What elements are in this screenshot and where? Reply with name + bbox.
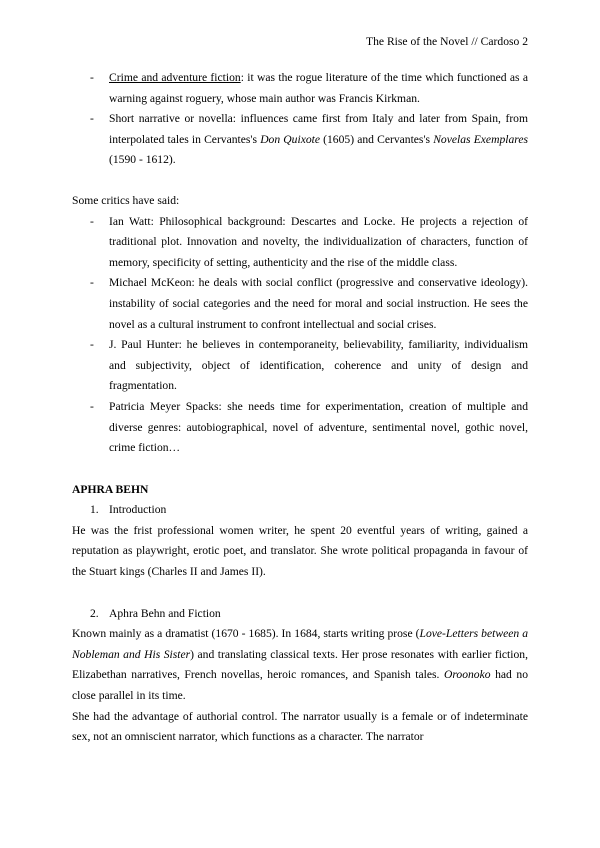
list-item [72,397,528,459]
list-item-text: Patricia Meyer Spacks: she needs time for experimentation, creation of multiple and diverse genres: autobiographical, novel of adventure, sentimental novel, gothic novel, crime fiction… [109,399,528,455]
running-header: The Rise of the Novel // Cardoso 2 [366,35,528,48]
work-title: Oroonoko [443,668,491,682]
paragraph-text: had no close parallel in its time. [72,668,528,703]
paragraph-text: Known mainly as a dramatist (1670 - 1685). In 1684, starts writing prose ( [72,627,420,641]
list-item [72,68,528,109]
list-item-text: Michael McKeon: he deals with social conflict (progressive and conservative ideology). instability of social categories and the need for moral and social instruction. He sees the novel as a cultural instrument to confront intellectual and social crises. [109,276,528,331]
work-title: Love-Letters between a Nobleman and His Sister [72,627,529,661]
paragraph: He was the frist professional women writer, he spent 20 eventful years of writing, gained a reputation as playwright, erotic poet, and translator. She wrote political propaganda in favour of the Stuart kings (Charles II and James II). [72,523,528,579]
bullet-dash: - [90,214,94,228]
list-item-text: : it was the rogue literature of the time which functioned as a warning against roguery, whose main author was Francis Kirkman. [109,71,528,105]
subsection-heading [72,604,528,625]
list-item [72,109,528,171]
subsection-title: Introduction [109,503,167,517]
page-body [72,68,528,748]
paragraph [72,624,528,706]
paragraph: She had the advantage of authorial control. The narrator usually is a female or of indeterminate sex, not an omniscient narrator, which functions as a character. The narrator [72,709,528,744]
underlined-term: Crime and adventure fiction [109,71,241,84]
subsection-number: 2. [90,606,99,620]
subsection-number: 1. [90,503,99,517]
critics-intro: Some critics have said: [72,193,180,207]
list-item-text: Ian Watt: Philosophical background: Descartes and Locke. He projects a rejection of traditional plot. Innovation and novelty, the individualization of characters, function of memory, specificity of setting, authenticity and the rise of the middle class. [109,214,528,269]
list-item-text: J. Paul Hunter: he believes in contemporaneity, believability, familiarity, individualism and subjectivity, object of identification, coherence and unity of design and fragmentation. [109,338,528,393]
list-item-text: (1590 - 1612). [109,153,176,167]
work-title: Don Quixote [260,132,320,146]
intro-bullet-list [72,68,528,171]
subsection-heading [72,500,528,521]
bullet-dash: - [90,71,94,84]
list-item [72,335,528,397]
section-heading: APHRA BEHN [72,482,149,496]
bullet-dash: - [90,276,94,290]
list-item-text: Short narrative or novella: influences came first from Italy and later from Spain, from interpolated tales in Cervantes's [109,112,528,146]
list-item [72,212,528,274]
critics-list [72,212,528,459]
list-item-text: (1605) and Cervantes's [320,132,434,146]
list-item [72,273,528,335]
bullet-dash: - [90,112,94,126]
bullet-dash: - [90,399,94,413]
paragraph-text: ) and translating classical texts. Her prose resonates with earlier fiction, Elizabethan narratives, French novellas, heroic romances, and Spanish tales. [72,647,528,682]
bullet-dash: - [90,338,94,352]
subsection-title: Aphra Behn and Fiction [109,606,221,620]
work-title: Novelas Exemplares [433,132,528,146]
